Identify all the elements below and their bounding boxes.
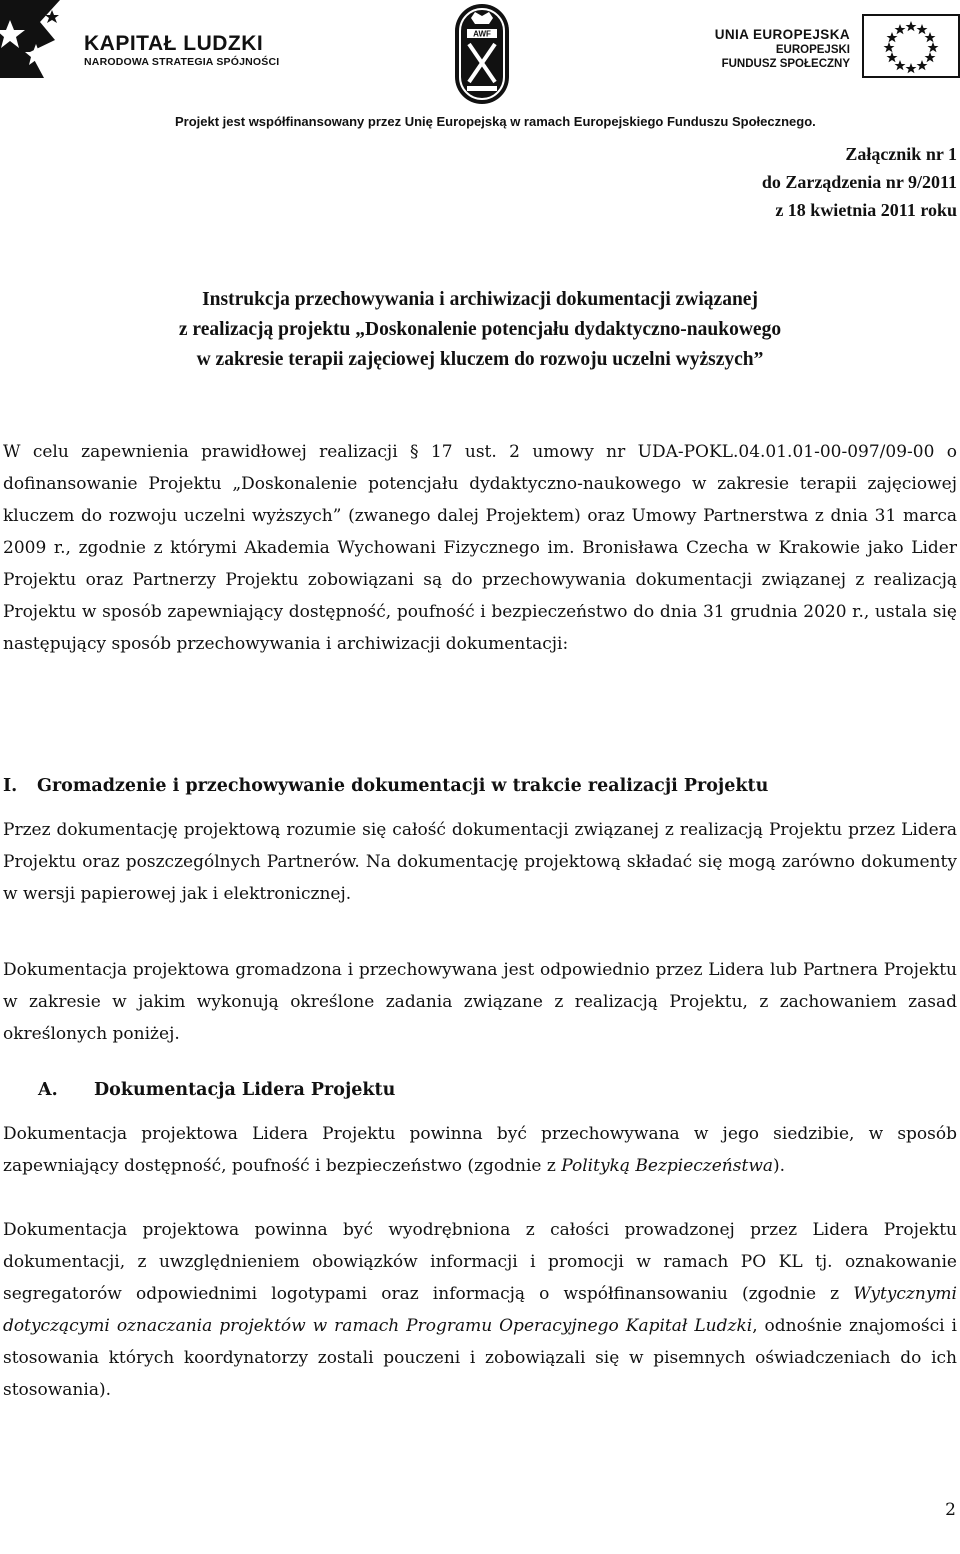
title-line-2: z realizacją projektu „Doskonalenie potencjału dydaktyczno-naukowego — [178, 319, 782, 340]
awf-logo-label: AWF — [473, 29, 491, 39]
kapital-ludzki-title: KAPITAŁ LUDZKI — [84, 32, 264, 55]
kapital-ludzki-emblem-icon — [0, 0, 80, 80]
subsection-a-heading — [38, 1074, 395, 1106]
kapital-ludzki-subtitle: NARODOWA STRATEGIA SPÓJNOŚCI — [84, 56, 280, 68]
paragraph-2-text: Dokumentacja projektowa powinna być wyodrębniona z całości prowadzonej przez Lidera Projektu dokumentacji, z uwzględnieniem obowiązków informacji i promocji w ramach PO KL tj. oznakowanie segregatorów odpowiednimi logotypami oraz informacją o współfinansowaniu (zgodnie z — [3, 1220, 957, 1304]
subsection-a-paragraph-2 — [3, 1214, 957, 1406]
section-1-heading — [3, 770, 957, 802]
eu-text-block — [715, 26, 850, 71]
eu-line-union: UNIA EUROPEJSKA — [714, 27, 850, 42]
annex-date: z 18 kwietnia 2011 roku — [775, 200, 957, 220]
section-1-paragraph-1: Przez dokumentację projektową rozumie się całość dokumentacji związanej z realizacją Projektu przez Lidera Projektu oraz poszczególnych Partnerów. Na dokumentację projektową składać się mogą zarówno dokumenty w wersji papierowej jak i elektronicznej. — [3, 820, 957, 904]
eu-line-fund: FUNDUSZ SPOŁECZNY — [721, 58, 850, 70]
annex-reference — [762, 140, 957, 224]
document-title — [0, 285, 960, 375]
eu-stars-flag-icon — [862, 14, 960, 78]
awf-logo — [453, 2, 511, 106]
subsection-a-paragraph-1 — [3, 1118, 957, 1182]
security-policy-reference: Polityką Bezpieczeństwa — [561, 1156, 774, 1176]
paragraph-1-text: Dokumentacja projektowa Lidera Projektu powinna być przechowywana w jego siedzibie, w sposób zapewniający dostępność, poufność i bezpieczeństwo (zgodnie z — [3, 1124, 957, 1176]
guidelines-reference: Wytycznymi dotyczącymi oznaczania projektów w ramach Programu Operacyjnego Kapitał Ludzki — [3, 1284, 957, 1336]
subsection-a-title: Dokumentacja Lidera Projektu — [94, 1080, 396, 1100]
kapital-ludzki-logo — [0, 0, 280, 80]
title-line-3: w zakresie terapii zajęciowej kluczem do rozwoju uczelni wyższych” — [196, 349, 764, 370]
subsection-a-letter: A. — [38, 1080, 58, 1100]
section-1-title: Gromadzenie i przechowywanie dokumentacji w trakcie realizacji Projektu — [37, 776, 769, 796]
section-1-number: I. — [3, 776, 18, 796]
cofinancing-note: Projekt jest współfinansowany przez Unię Europejską w ramach Europejskiego Funduszu Społecznego. — [175, 114, 816, 129]
annex-number: Załącznik nr 1 — [845, 144, 957, 164]
paragraph-2-end: , odnośnie znajomości i stosowania których koordynatorzy zostali pouczeni i zobowiązali się w pisemnych oświadczeniach do ich stosowania). — [3, 1316, 957, 1400]
awf-crest-icon — [453, 2, 511, 106]
eu-flag-logo — [862, 14, 960, 78]
paragraph-1-end: ). — [773, 1156, 786, 1176]
intro-paragraph: W celu zapewnienia prawidłowej realizacji § 17 ust. 2 umowy nr UDA-POKL.04.01.01-00-097/09-00 o dofinansowanie Projektu „Doskonalenie potencjału dydaktyczno-naukowego w zakresie terapii zajęciowej kluczem do rozwoju uczelni wyższych” (zwanego dalej Projektem) oraz Umowy Partnerstwa z dnia 31 marca 2009 r., zgodnie z którymi Akademia Wychowani Fizycznego im. Bronisława Czecha w Krakowie jako Lider Projektu oraz Partnerzy Projektu zobowiązani są do przechowywania dokumentacji związanej z realizacją Projektu w sposób zapewniający dostępność, poufność i bezpieczeństwo do dnia 31 grudnia 2020 r., ustala się następujący sposób przechowywania i archiwizacji dokumentacji: — [3, 442, 957, 654]
title-line-1: Instrukcja przechowywania i archiwizacji dokumentacji związanej — [202, 289, 758, 310]
annex-order: do Zarządzenia nr 9/2011 — [761, 172, 957, 192]
section-1-paragraph-2: Dokumentacja projektowa gromadzona i przechowywana jest odpowiednio przez Lidera lub Partnera Projektu w zakresie w jakim wykonują określone zadania związane z realizacją Projektu, z zachowaniem zasad określonych poniżej. — [3, 960, 957, 1044]
page-number: 2 — [945, 1500, 956, 1520]
eu-line-european: EUROPEJSKI — [775, 44, 850, 56]
